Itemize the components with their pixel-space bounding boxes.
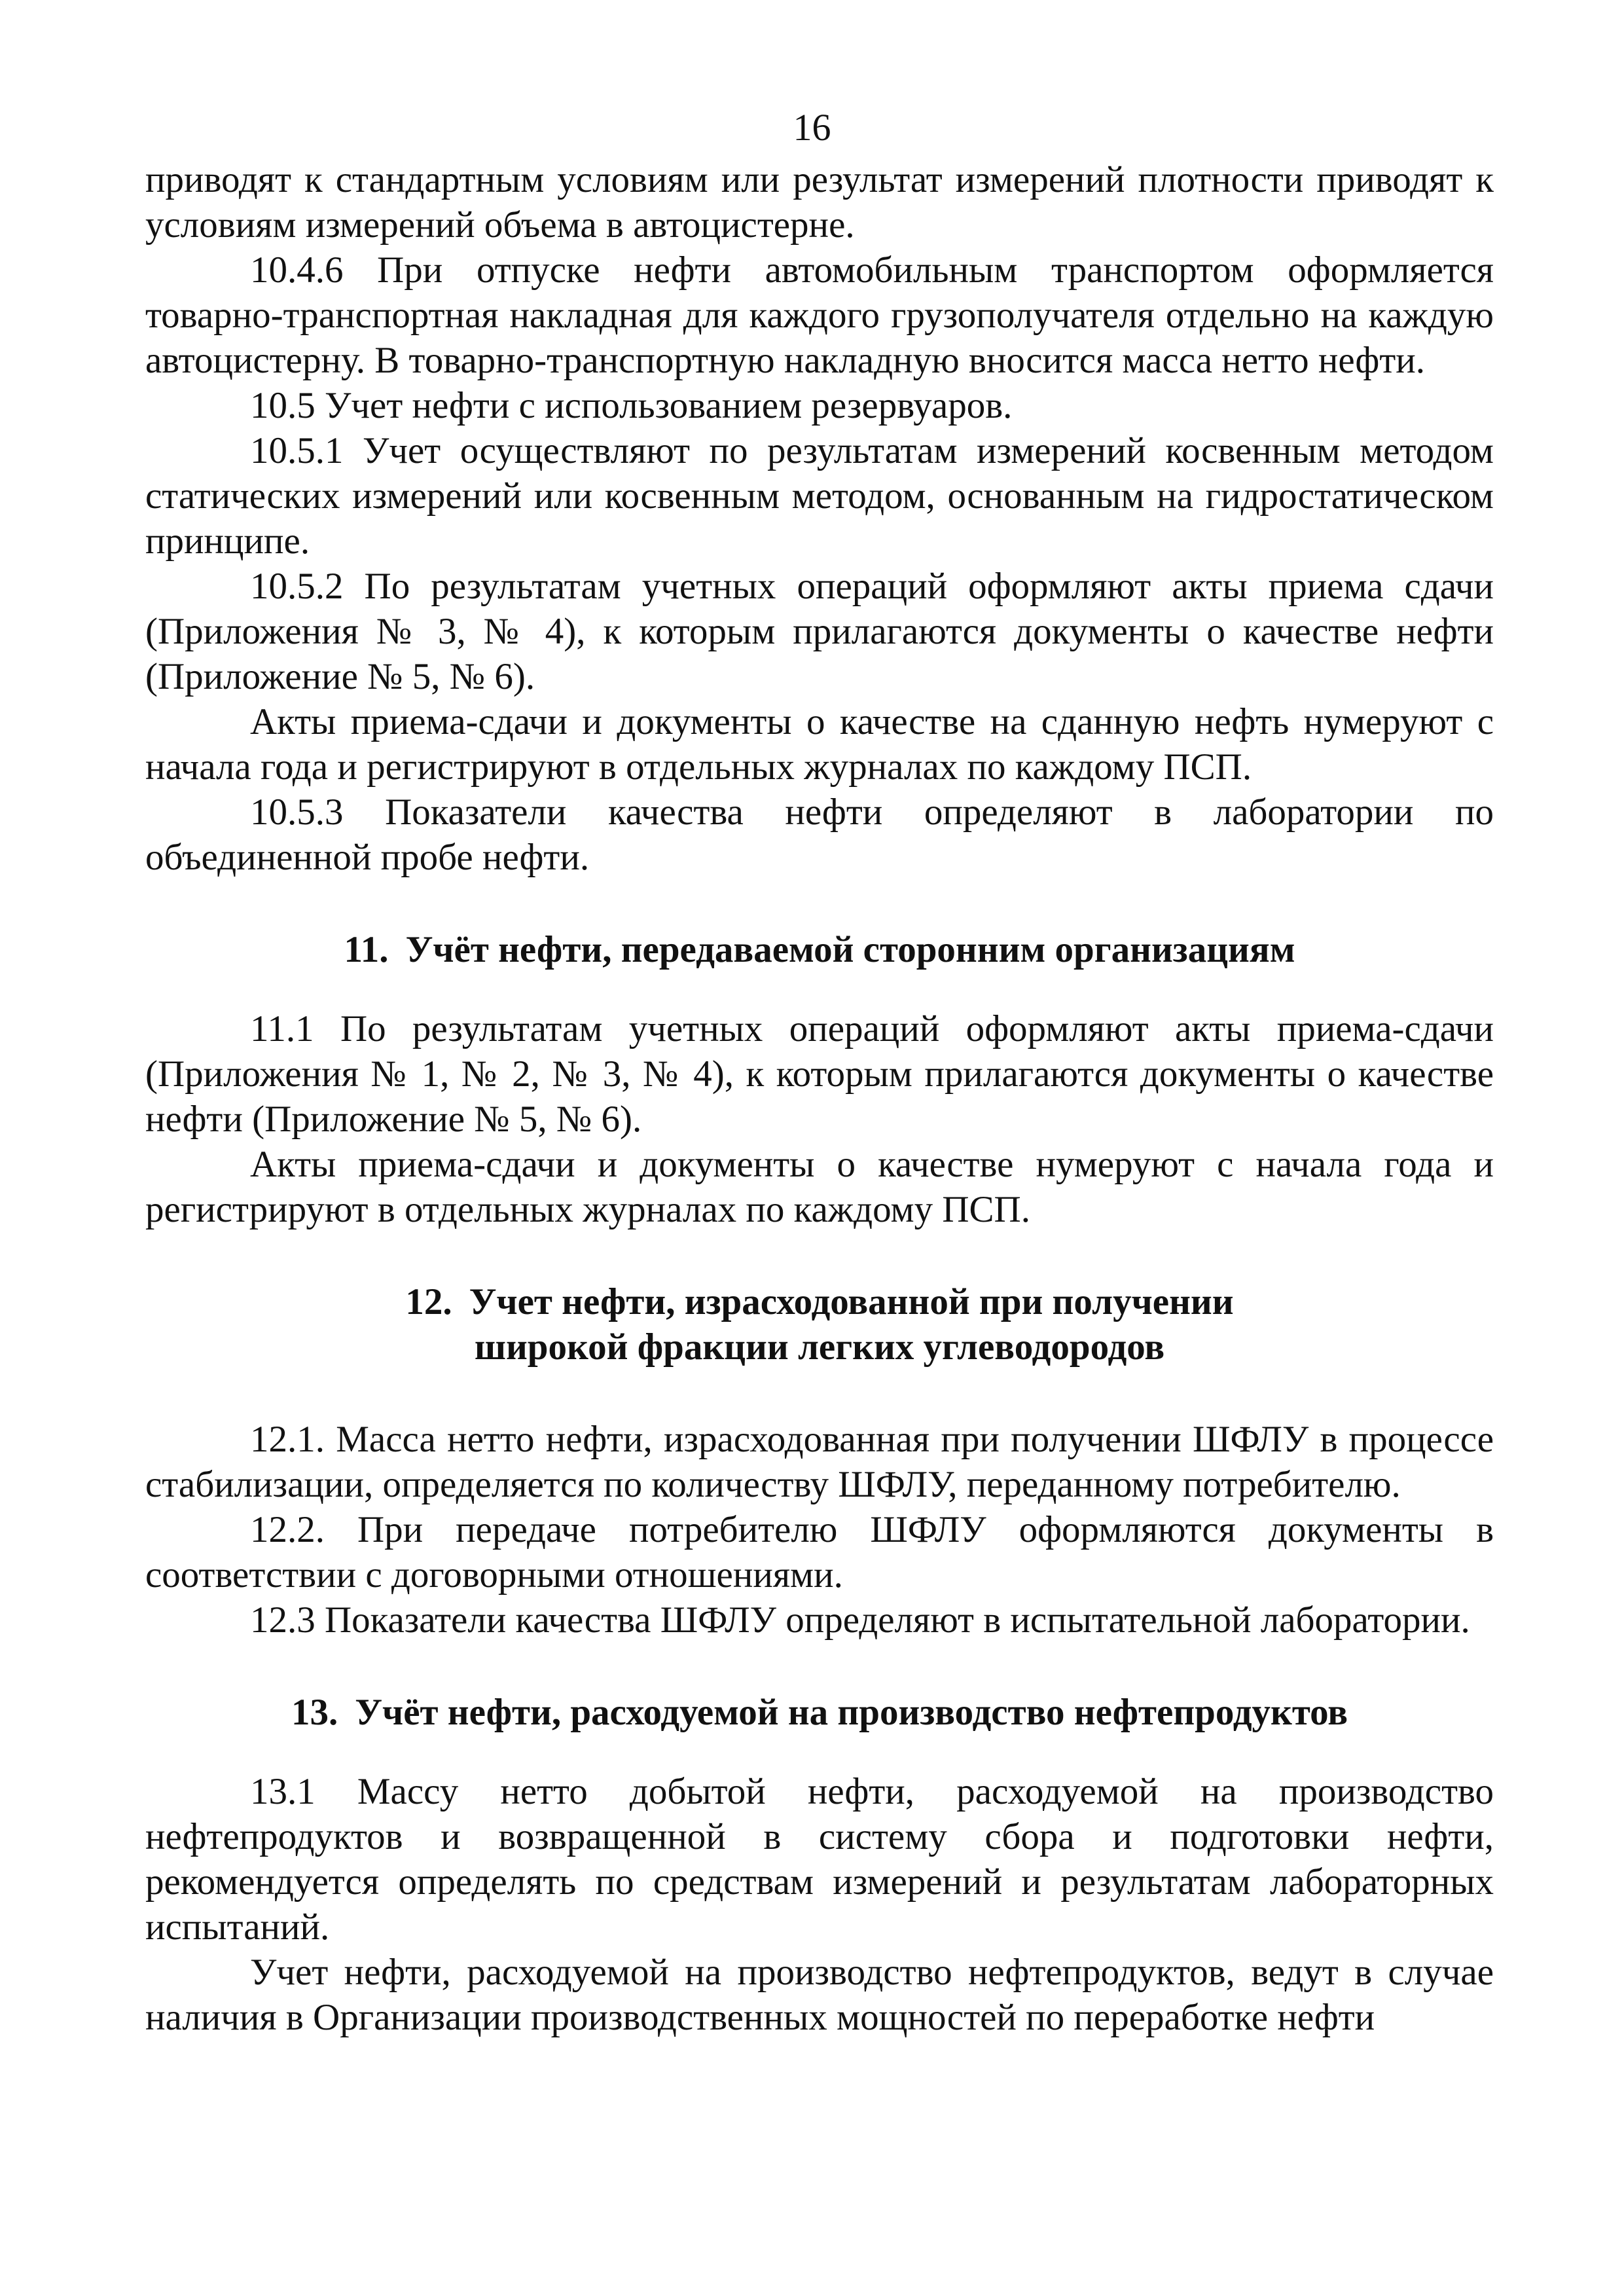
paragraph-13-1: 13.1 Массу нетто добытой нефти, расходуемой на производство нефтепродуктов и возвращенной в систему сбора и подготовки нефти, рекомендуется определять по средствам измерений и результатам лабораторных испытаний. — [145, 1771, 1494, 1948]
section-12-heading — [145, 1279, 1494, 1370]
paragraph-10-5-1: 10.5.1 Учет осуществляют по результатам измерений косвенным методом статических измерений или косвенным методом, основанным на гидростатическом принципе. — [145, 430, 1494, 562]
paragraph-12-3: 12.3 Показатели качества ШФЛУ определяют в испытательной лаборатории. — [250, 1599, 1470, 1641]
section-13-title: Учёт нефти, расходуемой на производство нефтепродуктов — [355, 1692, 1348, 1733]
paragraph-11-acts: Акты приема-сдачи и документы о качестве нумеруют с начала года и регистрируют в отдельных журналах по каждому ПСП. — [145, 1144, 1494, 1230]
paragraph-13-accounting: Учет нефти, расходуемой на производство нефтепродуктов, ведут в случае наличия в Организации производственных мощностей по переработке нефти — [145, 1952, 1494, 2038]
section-12-title-line1: Учет нефти, израсходованной при получении — [469, 1281, 1234, 1322]
paragraph-11-1: 11.1 По результатам учетных операций оформляют акты приема-сдачи (Приложения № 1, № 2, № 3, № 4), к которым прилагаются документы о качестве нефти (Приложение № 5, № 6). — [145, 1008, 1494, 1140]
document-body — [145, 157, 1494, 2040]
section-11-number: 11. — [344, 929, 389, 970]
paragraph-10-5: 10.5 Учет нефти с использованием резервуаров. — [250, 385, 1013, 426]
page-number: 16 — [793, 106, 831, 149]
section-12-number: 12. — [405, 1281, 452, 1322]
paragraph-acts-registration: Акты приема-сдачи и документы о качестве на сданную нефть нумеруют с начала года и регистрируют в отдельных журналах по каждому ПСП. — [145, 701, 1494, 788]
section-12-title-line2: широкой фракции легких углеводородов — [474, 1326, 1165, 1368]
section-11-heading — [145, 927, 1494, 972]
section-13-heading — [145, 1690, 1494, 1735]
paragraph-10-5-2: 10.5.2 По результатам учетных операций оформляют акты приема сдачи (Приложения № 3, № 4), к которым прилагаются документы о качестве нефти (Приложение № 5, № 6). — [145, 566, 1494, 697]
section-11-title: Учёт нефти, передаваемой сторонним организациям — [405, 929, 1295, 970]
paragraph-10-4-6: 10.4.6 При отпуске нефти автомобильным транспортом оформляется товарно-транспортная накладная для каждого грузополучателя отдельно на каждую автоцистерну. В товарно-транспортную накладную вносится масса нетто нефти. — [145, 249, 1494, 381]
paragraph-10-5-3: 10.5.3 Показатели качества нефти определяют в лаборатории по объединенной пробе нефти. — [145, 792, 1494, 878]
paragraph-12-1: 12.1. Масса нетто нефти, израсходованная при получении ШФЛУ в процессе стабилизации, определяется по количеству ШФЛУ, переданному потребителю. — [145, 1419, 1494, 1505]
section-13-number: 13. — [291, 1692, 338, 1733]
paragraph-12-2: 12.2. При передаче потребителю ШФЛУ оформляются документы в соответствии с договорными отношениями. — [145, 1509, 1494, 1595]
paragraph-continuation: приводят к стандартным условиям или результат измерений плотности приводят к условиям измерений объема в автоцистерне. — [145, 159, 1494, 246]
